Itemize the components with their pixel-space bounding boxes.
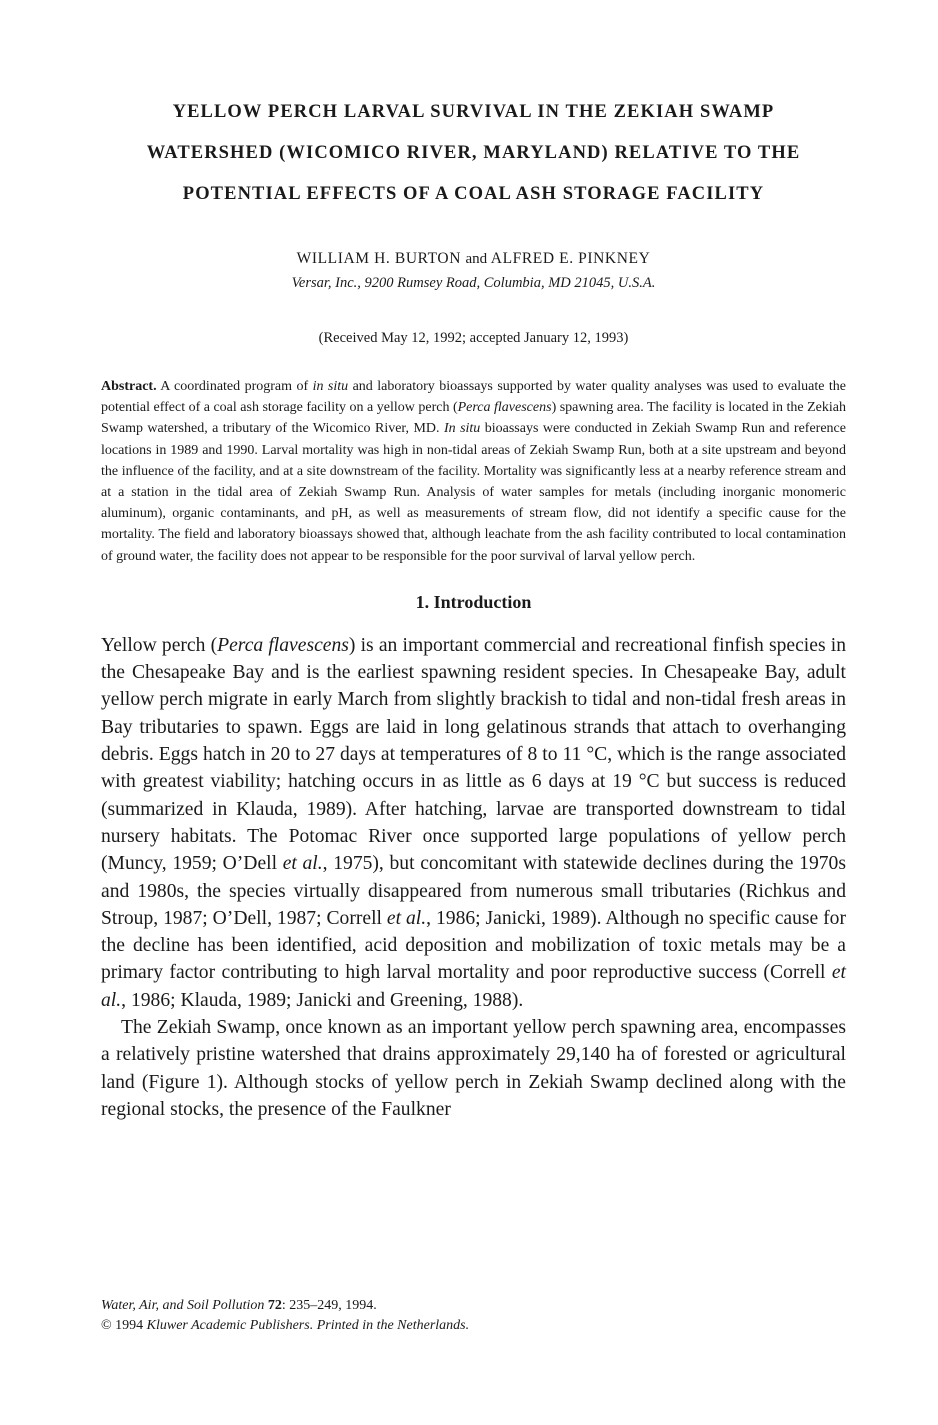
- paragraph-text: , 1986; Janicki, 1989). Although no specific cause for the decline has been identified, acid deposition and mobilization of toxic metals may be a primary factor contributing to high larval mortality and poor reproductive success (Correll: [101, 907, 846, 984]
- paragraph: [101, 632, 846, 1014]
- abstract-text: and laboratory bioassays supported by water quality analyses was used to evaluate the potential effect of a coal ash storage facility on a yellow perch (: [101, 379, 846, 416]
- journal-citation: [101, 1296, 846, 1316]
- paper-title: [101, 92, 846, 215]
- paragraph-text: ) is an important commercial and recreational finfish species in the Chesapeake Bay and is the earliest spawning resident species. In Chesapeake Bay, adult yellow perch migrate in early March from slightly brackish to tidal and non-tidal fresh areas in Bay tributaries to spawn. Eggs are laid in long gelatinous strands that attach to overhanging debris. Eggs hatch in 20 to 27 days at temperatures of 8 to 11 °C, which is the range associated with greatest viability; hatching occurs in as little as 6 days at 19 °C but success is reduced (summarized in Klauda, 1989). After hatching, larvae are transported downstream to tidal nursery habitats. The Potomac River once supported large populations of yellow perch (Muncy, 1959; O’Dell: [101, 634, 846, 875]
- title-line: WATERSHED (WICOMICO RIVER, MARYLAND) RELATIVE TO THE: [146, 143, 801, 163]
- page-footer: [101, 1296, 846, 1336]
- author-name: WILLIAM H. BURTON: [296, 250, 461, 267]
- abstract-text: bioassays were conducted in Zekiah Swamp Run and reference locations in 1989 and 1990. Larval mortality was high in non-tidal areas of Zekiah Swamp Run, both at a site upstream and beyond the influence of the facility, and at a site downstream of the facility. Mortality was significantly less at a nearby reference stream and at a station in the tidal area of Zekiah Swamp Run. Analysis of water samples for metals (including inorganic monomeric aluminum), organic contaminants, and pH, as well as measurements of stream flow, did not identify a specific cause for the mortality. The field and laboratory bioassays showed that, although leachate from the ash facility contributed to local contamination of ground water, the facility does not appear to be responsible for the poor survival of larval yellow perch.: [101, 421, 846, 564]
- copyright-icon: ©: [101, 1318, 112, 1333]
- journal-volume: 72: [267, 1298, 282, 1313]
- abstract: [101, 376, 846, 567]
- paper-page: [101, 92, 846, 1123]
- journal-name: Water, Air, and Soil Pollution: [101, 1298, 265, 1313]
- paragraph-italic: Perca flavescens: [217, 634, 349, 656]
- journal-pages: : 235–249, 1994.: [281, 1298, 377, 1313]
- title-line: YELLOW PERCH LARVAL SURVIVAL IN THE ZEKIAH SWAMP: [172, 102, 775, 122]
- copyright-year: 1994: [111, 1318, 147, 1333]
- copyright-line: [101, 1316, 846, 1336]
- publisher-notice: Kluwer Academic Publishers. Printed in the Netherlands.: [146, 1318, 470, 1333]
- title-line: POTENTIAL EFFECTS OF A COAL ASH STORAGE FACILITY: [182, 184, 765, 204]
- abstract-italic: in situ: [312, 379, 349, 394]
- paragraph: The Zekiah Swamp, once known as an important yellow perch spawning area, encompasses a relatively pristine watershed that drains approximately 29,140 ha of forested or agricultural land (Figure 1). Although stocks of yellow perch in Zekiah Swamp declined along with the regional stocks, the presence of the Faulkner: [101, 1016, 846, 1120]
- author-conjunction: and: [465, 251, 488, 267]
- author-affiliation: Versar, Inc., 9200 Rumsey Road, Columbia, MD 21045, U.S.A.: [291, 275, 656, 291]
- received-dates: (Received May 12, 1992; accepted January 12, 1993): [318, 330, 629, 346]
- paragraph-italic: et al.: [101, 962, 846, 1011]
- paragraph-italic: et al.: [386, 907, 427, 929]
- paragraph-text: , 1975), but concomitant with statewide declines during the 1970s and 1980s, the species virtually disappeared from numerous small tributaries (Richkus and Stroup, 1987; O’Dell, 1987; Correll: [101, 853, 846, 929]
- paragraph-text: , 1986; Klauda, 1989; Janicki and Greening, 1988).: [121, 989, 524, 1011]
- paragraph-text: Yellow perch (: [101, 634, 218, 656]
- abstract-text: ) spawning area. The facility is located in the Zekiah Swamp watershed, a tributary of the Wicomico River, MD.: [101, 400, 846, 437]
- abstract-text: A coordinated program of: [156, 379, 313, 394]
- author-name: ALFRED E. PINKNEY: [490, 250, 651, 267]
- abstract-italic: Perca flavescens: [457, 400, 552, 416]
- paragraph-italic: et al.: [282, 853, 323, 875]
- author-list: [101, 245, 846, 273]
- body-text: [101, 632, 846, 1123]
- abstract-label: Abstract.: [101, 379, 157, 394]
- abstract-italic: In situ: [443, 421, 481, 437]
- section-heading: 1. Introduction: [415, 591, 532, 612]
